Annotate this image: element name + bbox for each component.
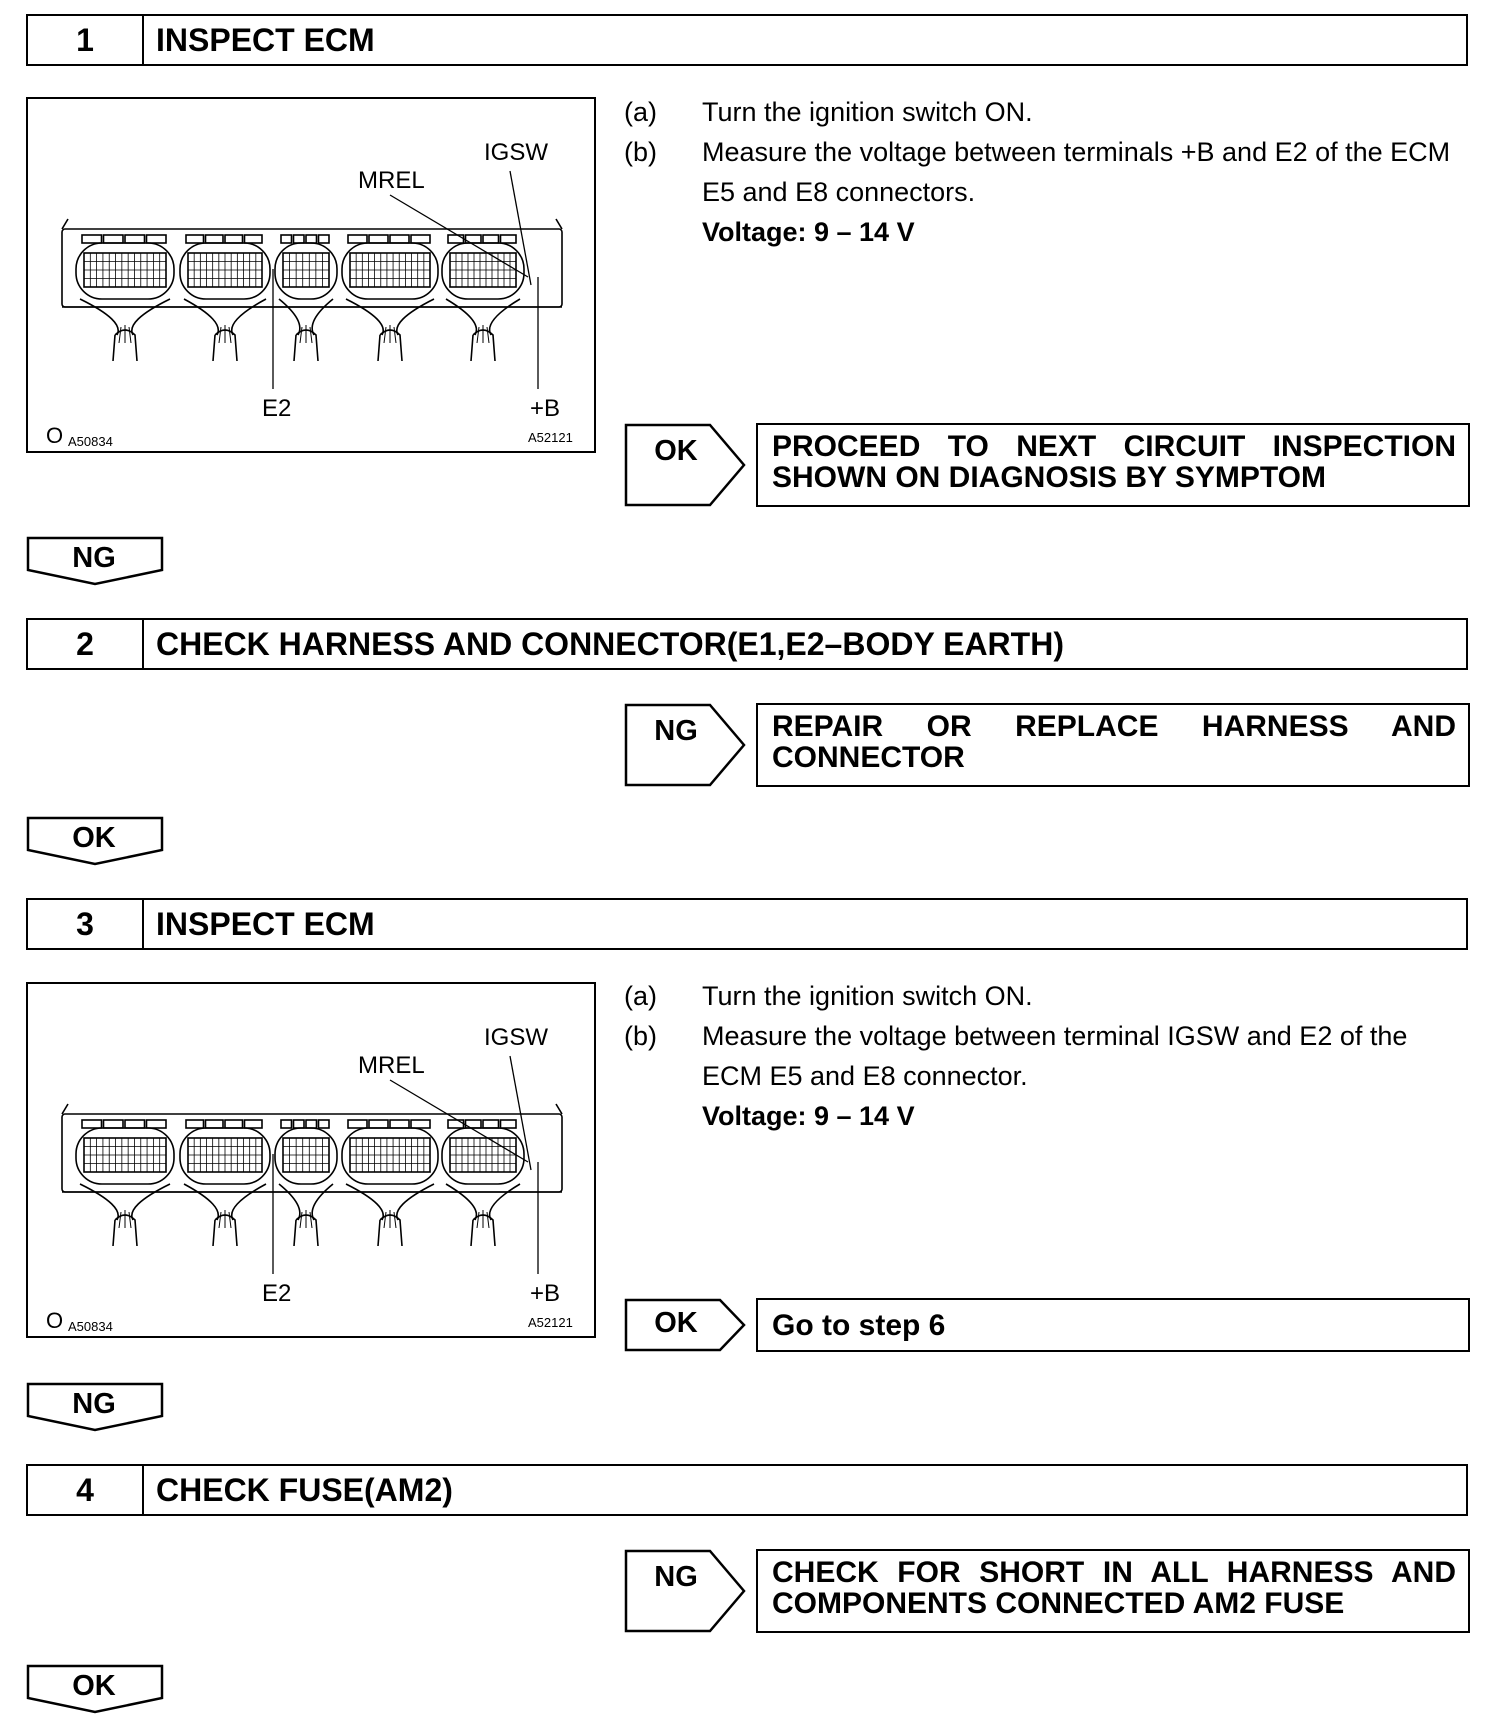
step-number: 3: [28, 900, 144, 948]
step-title: INSPECT ECM: [156, 21, 375, 58]
step-1-ecm-connector-figure: [26, 97, 596, 453]
connector-tab: [411, 235, 430, 243]
connector-tab: [348, 235, 367, 243]
ecm-drawing: [62, 167, 562, 389]
step-title: CHECK HARNESS AND CONNECTOR(E1,E2–BODY EARTH): [156, 625, 1064, 662]
connector-tab: [245, 1120, 263, 1128]
connector-block: [180, 235, 270, 361]
connector-tab: [448, 235, 464, 243]
figure-mark: O: [46, 1308, 64, 1333]
e2-label: E2: [262, 1280, 292, 1307]
igsw-label: IGSW: [484, 1024, 548, 1051]
instruction-item: (b) Measure the voltage between terminals +B and E2 of the ECM E5 and E8 connectors.: [624, 137, 1451, 207]
step-2-ng-tag: NG: [624, 703, 748, 787]
plus-b-label: +B: [530, 395, 561, 422]
step-2-header: [26, 618, 1468, 670]
connector-block: [275, 235, 337, 361]
step-4-action-box: CHECK FOR SHORT IN ALL HARNESS AND COMPONENTS CONNECTED AM2 FUSE: [756, 1549, 1470, 1633]
connector-tab: [294, 1120, 305, 1128]
harness-strand: [384, 1210, 396, 1228]
step-title: INSPECT ECM: [156, 905, 375, 942]
connector-tab: [125, 235, 145, 243]
harness-strand: [477, 325, 489, 343]
ecm-housing: [62, 229, 562, 307]
connector-tab: [294, 235, 305, 243]
connector-body: [275, 243, 337, 299]
step-number: 4: [28, 1466, 144, 1514]
voltage-spec: Voltage: 9 – 14 V: [702, 1101, 915, 1131]
step-3-ng-flow-tag: NG: [26, 1382, 166, 1432]
e2-label: E2: [262, 395, 292, 422]
connector-body: [275, 1128, 337, 1184]
connector-tab: [125, 1120, 145, 1128]
harness-strand: [384, 325, 396, 343]
connector-tab: [483, 235, 499, 243]
connector-block: [76, 1120, 174, 1246]
connector-tab: [483, 1120, 499, 1128]
connector-tab: [448, 1120, 464, 1128]
step-1-action-box: PROCEED TO NEXT CIRCUIT INSPECTION SHOWN ON DIAGNOSIS BY SYMPTOM: [756, 423, 1470, 507]
harness-strand: [119, 325, 131, 343]
harness-strand: [119, 1210, 131, 1228]
connector-tab: [411, 1120, 430, 1128]
connector-tab: [306, 235, 317, 243]
mrel-label: MREL: [358, 167, 425, 194]
connector-tab: [319, 1120, 330, 1128]
igsw-label: IGSW: [484, 139, 548, 166]
instruction-item: (a) Turn the ignition switch ON.: [624, 97, 1033, 127]
connector-block: [180, 1120, 270, 1246]
connector-tab: [501, 1120, 517, 1128]
connector-tab: [186, 1120, 204, 1128]
mrel-label: MREL: [358, 1052, 425, 1079]
connector-tab: [147, 1120, 167, 1128]
connector-block: [342, 235, 438, 361]
connector-body: [442, 1128, 524, 1184]
connector-tab: [390, 1120, 409, 1128]
ecm-drawing: [62, 1052, 562, 1274]
connector-tab: [206, 1120, 224, 1128]
harness-strand: [300, 1210, 312, 1228]
figure-code-right: A52121: [528, 1315, 573, 1330]
step-3-ok-tag: OK: [624, 1298, 748, 1352]
step-1-instructions: [624, 92, 1474, 252]
connector-tab: [306, 1120, 317, 1128]
ecm-housing: [62, 1114, 562, 1192]
connector-tab: [147, 235, 167, 243]
step-1-ok-tag: OK: [624, 423, 748, 507]
connector-tab: [281, 235, 292, 243]
connector-tab: [82, 1120, 102, 1128]
voltage-spec: Voltage: 9 – 14 V: [702, 217, 915, 247]
connector-tab: [348, 1120, 367, 1128]
step-2-ok-flow-tag: OK: [26, 816, 166, 866]
instruction-item: (a) Turn the ignition switch ON.: [624, 981, 1033, 1011]
figure-code-left: A50834: [68, 434, 113, 449]
step-4-ok-flow-tag: OK: [26, 1664, 166, 1714]
harness-strand: [477, 1210, 489, 1228]
step-3-action-box[interactable]: [756, 1298, 1470, 1352]
connector-tab: [245, 235, 263, 243]
connector-tab: [82, 235, 102, 243]
harness-strand: [219, 1210, 231, 1228]
housing-edge: [62, 219, 562, 229]
connector-block: [76, 235, 174, 361]
step-2-action-box: REPAIR OR REPLACE HARNESS AND CONNECTOR: [756, 703, 1470, 787]
connector-body: [442, 243, 524, 299]
harness-strand: [219, 325, 231, 343]
connector-block: [342, 1120, 438, 1246]
figure-mark: O: [46, 423, 64, 448]
step-3-ecm-connector-figure: [26, 982, 596, 1338]
connector-tab: [390, 235, 409, 243]
connector-tab: [501, 235, 517, 243]
step-number: 1: [28, 16, 144, 64]
connector-tab: [281, 1120, 292, 1128]
step-title: CHECK FUSE(AM2): [156, 1471, 453, 1508]
connector-tab: [369, 235, 388, 243]
connector-tab: [104, 1120, 124, 1128]
figure-code-right: A52121: [528, 430, 573, 445]
step-4-ng-tag: NG: [624, 1549, 748, 1633]
connector-tab: [319, 235, 330, 243]
go-to-step-6-link[interactable]: Go to step 6: [772, 1308, 946, 1342]
plus-b-label: +B: [530, 1280, 561, 1307]
connector-tab: [104, 235, 124, 243]
connector-block: [275, 1120, 337, 1246]
connector-block: [442, 1120, 524, 1246]
step-1-ng-flow-tag: NG: [26, 536, 166, 586]
step-4-header: [26, 1464, 1468, 1516]
step-number: 2: [28, 620, 144, 668]
harness-strand: [300, 325, 312, 343]
connector-tab: [369, 1120, 388, 1128]
instruction-item: (b) Measure the voltage between terminal IGSW and E2 of the ECM E5 and E8 connector.: [624, 1021, 1408, 1091]
connector-block: [442, 235, 524, 361]
step-1-header: [26, 14, 1468, 66]
connector-tab: [225, 1120, 243, 1128]
step-3-header: [26, 898, 1468, 950]
connector-tab: [206, 235, 224, 243]
figure-code-left: A50834: [68, 1319, 113, 1334]
step-3-instructions: [624, 976, 1474, 1136]
housing-edge: [62, 1104, 562, 1114]
connector-tab: [225, 235, 243, 243]
connector-tab: [186, 235, 204, 243]
